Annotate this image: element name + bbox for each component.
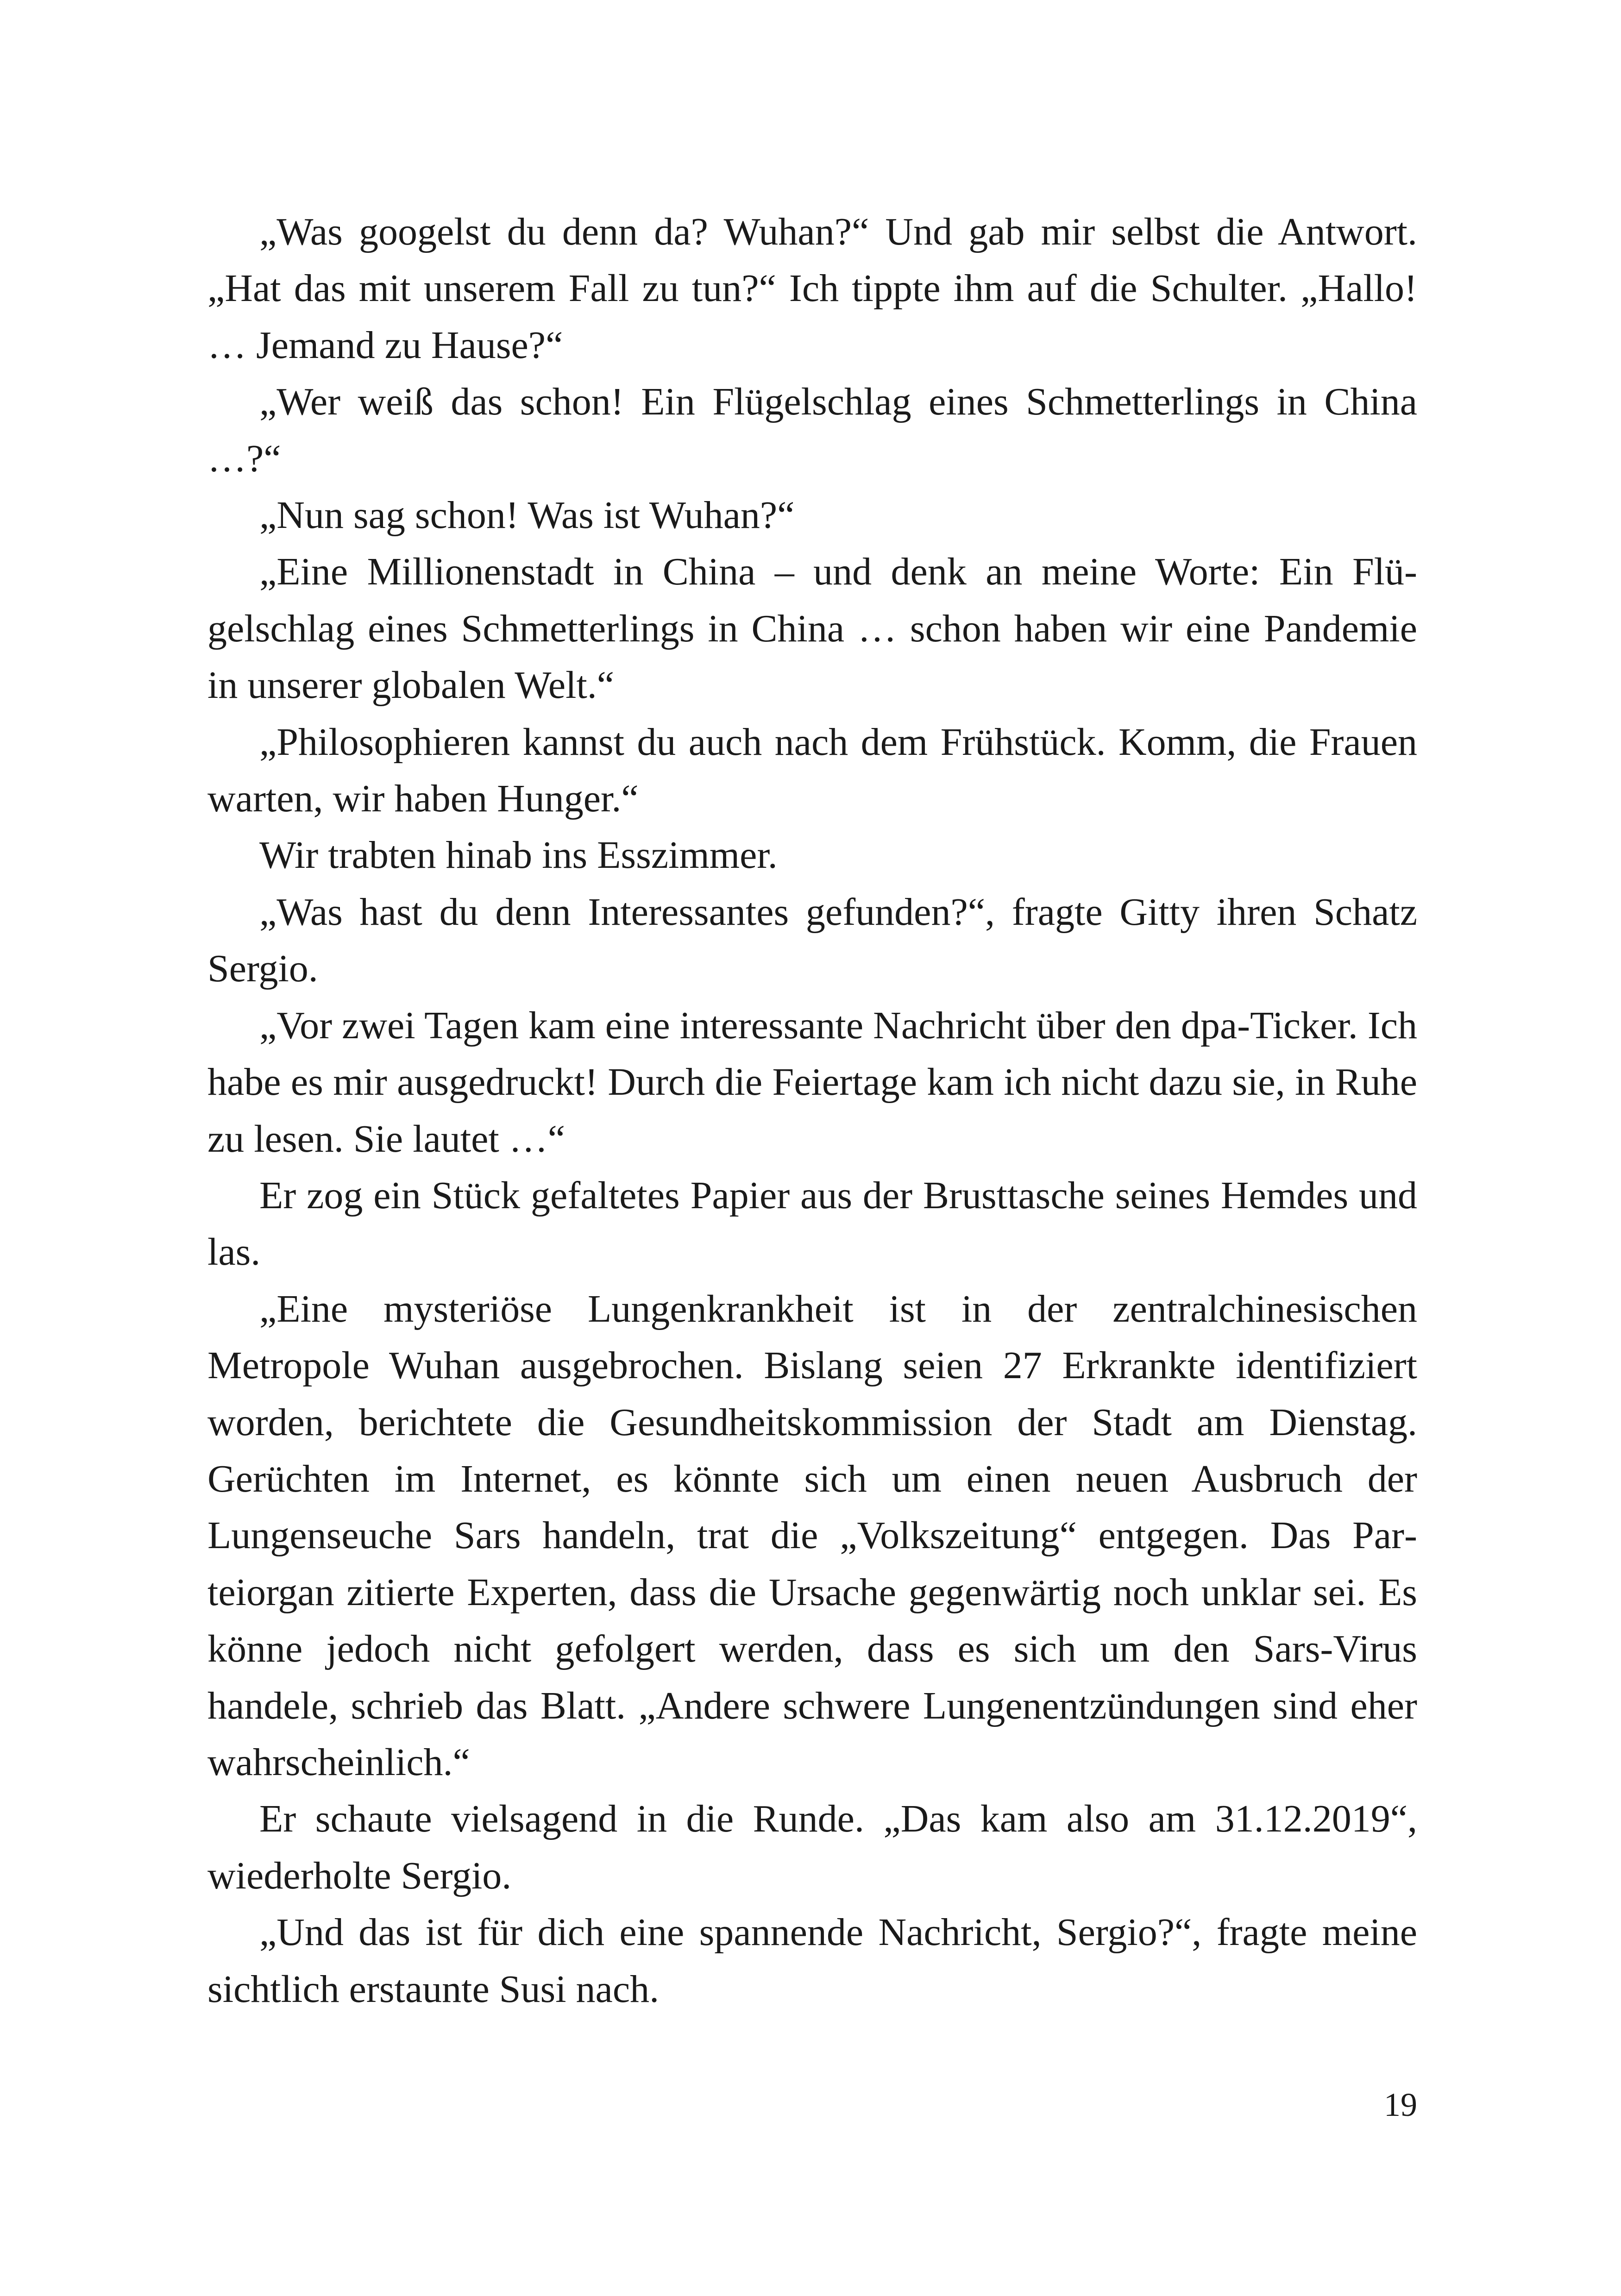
paragraph: „Eine Millionenstadt in China – und denk an meine Worte: Ein Flügelschlag eines Schmetterlings in China … schon haben wir eine Pandemie in unserer globalen Welt.“ xyxy=(207,550,1417,707)
paragraph: „Vor zwei Tagen kam eine interessante Nachricht über den dpa-Ticker. Ich habe es mir ausgedruckt! Durch die Feiertage kam ich nicht dazu sie, in Ruhe zu lesen. Sie lautet …“ xyxy=(207,1004,1417,1161)
paragraph: „Nun sag schon! Was ist Wuhan?“ xyxy=(259,494,795,537)
paragraph: „Philosophieren kannst du auch nach dem Frühstück. Komm, die Frauen warten, wir haben Hunger.“ xyxy=(207,720,1417,821)
paragraph: Er schaute vielsagend in die Runde. „Das kam also am 31.12.2019“, wiederholte Sergio. xyxy=(207,1797,1417,1897)
paragraph: „Was googelst du denn da? Wuhan?“ Und gab mir selbst die Antwort. „Hat das mit unserem Fall zu tun?“ Ich tippte ihm auf die Schulter. „Hallo! … Jemand zu Hause?“ xyxy=(207,210,1417,367)
paragraph: „Was hast du denn Interessantes gefunden?“, fragte Gitty ihren Schatz Sergio. xyxy=(207,890,1417,991)
paragraph: „Und das ist für dich eine spannende Nachricht, Sergio?“, fragte meine sichtlich erstaunte Susi nach. xyxy=(207,1911,1417,2011)
body-text xyxy=(207,204,1417,2018)
paragraph: Er zog ein Stück gefaltetes Papier aus der Brusttasche seines Hemdes und las. xyxy=(207,1173,1417,1274)
page-number: 19 xyxy=(1384,2086,1417,2123)
paragraph: „Eine mysteriöse Lungenkrankheit ist in der zentralchinesischen Metropole Wuhan ausgebrochen. Bislang seien 27 Erkrankte identifiziert worden, berichtete die Gesundheitskommission der Stadt am Dienstag. Gerüchten im Internet, es könnte sich um einen neuen Ausbruch der Lungenseuche Sars handeln, trat die „Volkszeitung“ entgegen. Das Parteiorgan zitierte Experten, dass die Ursache gegenwärtig noch unklar sei. Es könne jedoch nicht gefolgert werden, dass es sich um den Sars-Virus handele, schrieb das Blatt. „Andere schwere Lungenentzündungen sind eher wahrscheinlich.“ xyxy=(207,1287,1417,1784)
paragraph: Wir trabten hinab ins Esszimmer. xyxy=(259,834,778,877)
paragraph: „Wer weiß das schon! Ein Flügelschlag eines Schmetterlings in China …?“ xyxy=(207,380,1417,480)
